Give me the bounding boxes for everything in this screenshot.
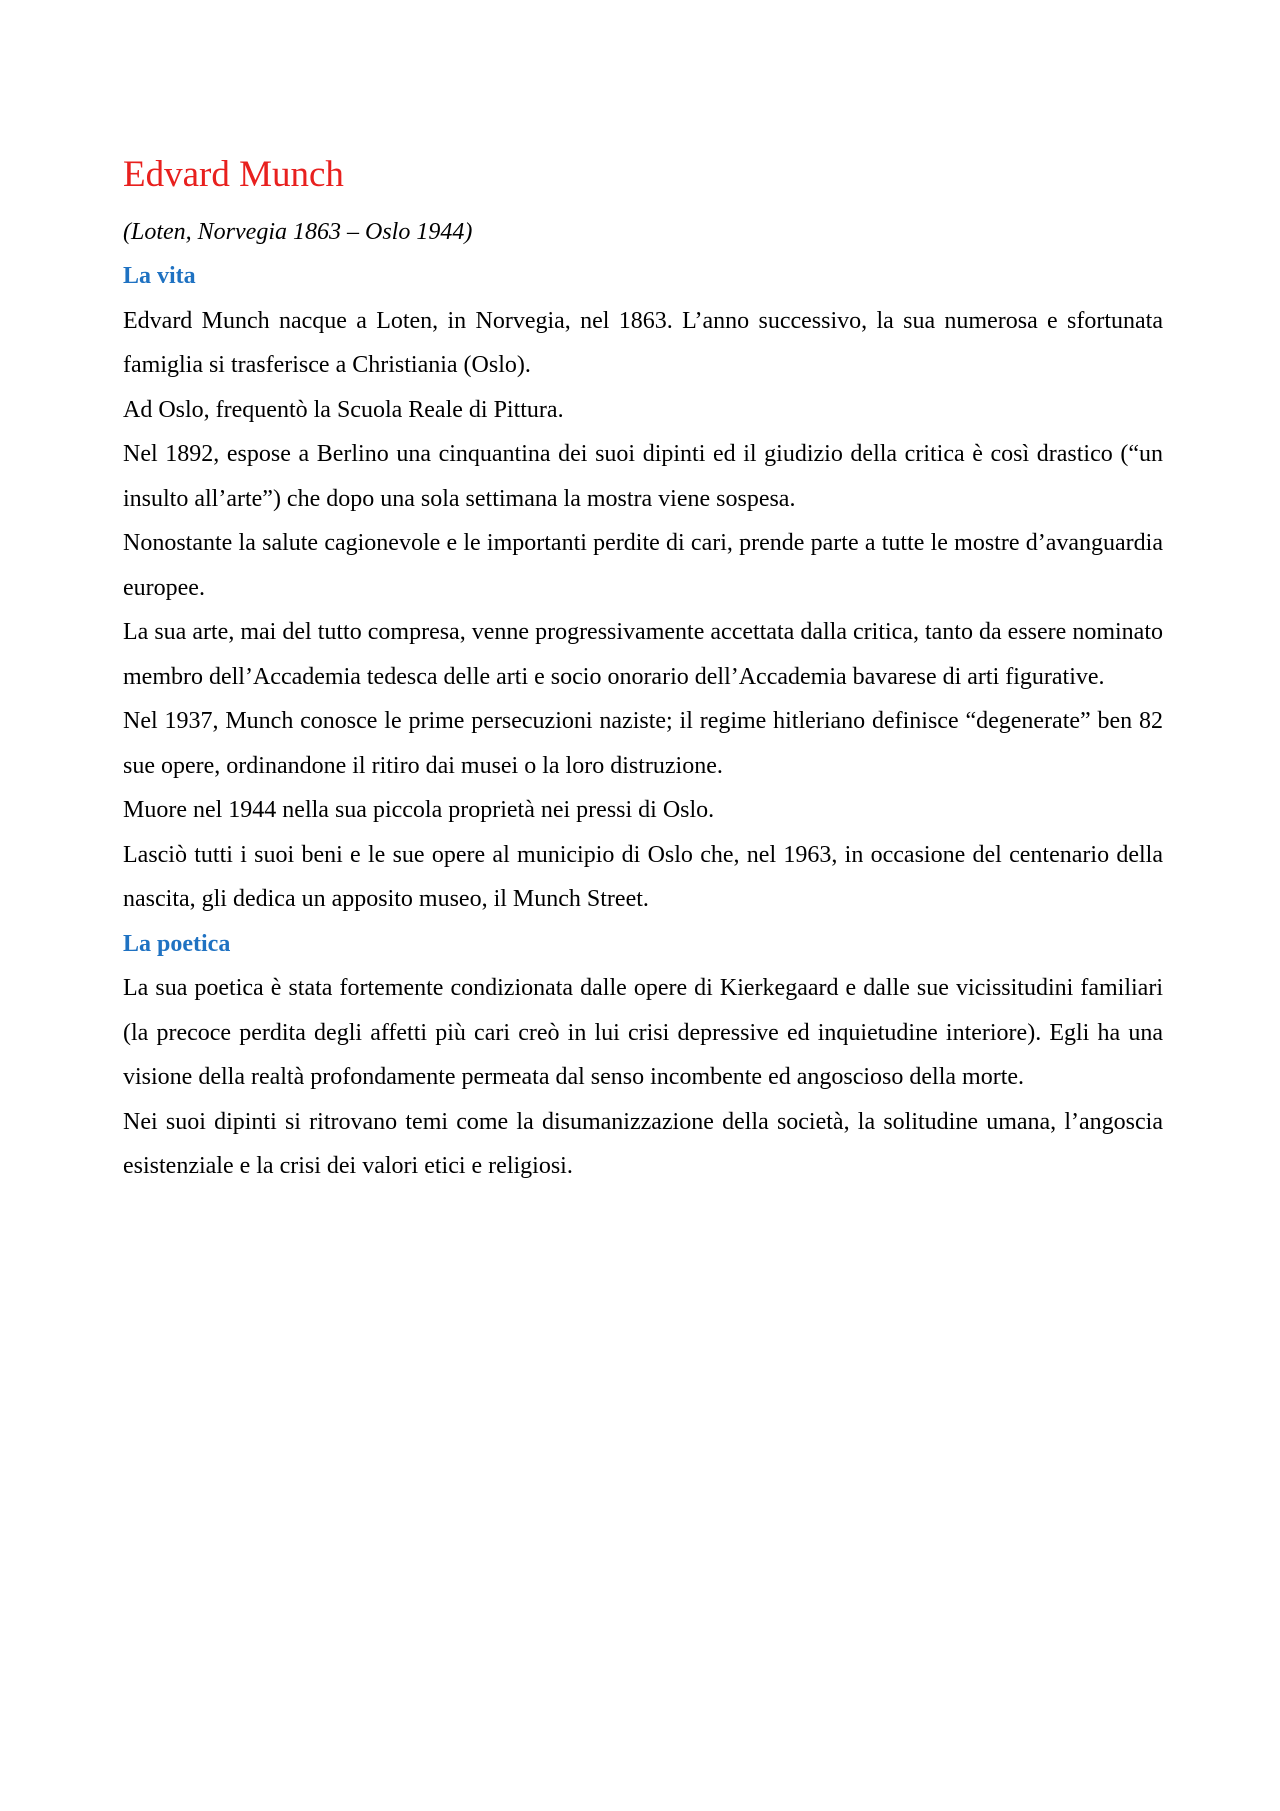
paragraph: Nel 1937, Munch conosce le prime persecuzioni naziste; il regime hitleriano definisce “degenerate” ben 82 sue opere, ordinandone il ritiro dai musei o la loro distruzione.: [123, 708, 1163, 779]
section-heading: La vita: [123, 263, 196, 289]
paragraph: Nei suoi dipinti si ritrovano temi come la disumanizzazione della società, la solitudine umana, l’angoscia esistenziale e la crisi dei valori etici e religiosi.: [123, 1108, 1163, 1179]
paragraph: Nel 1892, espose a Berlino una cinquantina dei suoi dipinti ed il giudizio della critica è così drastico (“un insulto all’arte”) che dopo una sola settimana la mostra viene sospesa.: [123, 441, 1163, 512]
paragraph: La sua poetica è stata fortemente condizionata dalle opere di Kierkegaard e dalle sue vicissitudini familiari (la precoce perdita degli affetti più cari creò in lui crisi depressive ed inquietudine interiore). Egli ha una visione della realtà profondamente permeata dal senso incombente ed angoscioso della morte.: [123, 975, 1163, 1090]
paragraph: Ad Oslo, frequentò la Scuola Reale di Pittura.: [123, 396, 564, 423]
section-heading: La poetica: [123, 930, 231, 957]
paragraph: Edvard Munch nacque a Loten, in Norvegia, nel 1863. L’anno successivo, la sua numerosa e sfortunata famiglia si trasferisce a Christiania (Oslo).: [123, 307, 1163, 378]
document-subtitle: (Loten, Norvegia 1863 – Oslo 1944): [123, 219, 473, 245]
document-page: [123, 150, 1163, 1189]
document-title: Edvard Munch: [123, 154, 344, 195]
paragraph: La sua arte, mai del tutto compresa, venne progressivamente accettata dalla critica, tanto da essere nominato membro dell’Accademia tedesca delle arti e socio onorario dell’Accademia bavarese di arti figurative.: [123, 619, 1163, 690]
paragraph: Lasciò tutti i suoi beni e le sue opere al municipio di Oslo che, nel 1963, in occasione del centenario della nascita, gli dedica un apposito museo, il Munch Street.: [123, 841, 1163, 912]
section-la-vita: [123, 254, 1163, 922]
section-la-poetica: [123, 922, 1163, 1189]
paragraph: Muore nel 1944 nella sua piccola proprietà nei pressi di Oslo.: [123, 797, 715, 823]
paragraph: Nonostante la salute cagionevole e le importanti perdite di cari, prende parte a tutte le mostre d’avanguardia europee.: [123, 530, 1163, 601]
